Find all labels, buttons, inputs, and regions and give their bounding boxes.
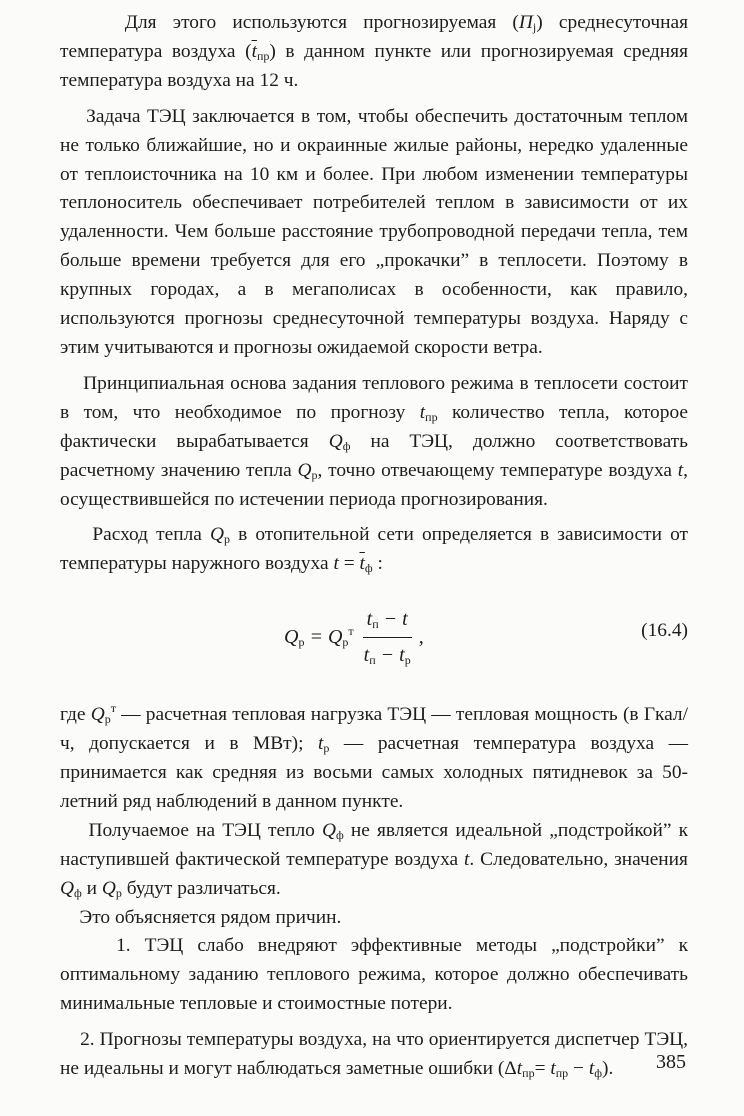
formula-expression: $Q_р = Q_р^т$ $\frac{t_п - t}{t_п - t_р}$ , (284, 605, 424, 670)
paragraph-3: Принципиальная основа задания теплового режима в теплосети состоит в том, что необходимое по прогнозу $t_{пр}$ количество тепла, которое фактически вырабатывается $Q_ф$ на ТЭЦ, должно соответствовать расчетному значению тепла $Q_р$, точно отвечающему температуре воздуха t, осуществившейся по истечении периода прогнозирования. (60, 372, 688, 510)
paragraph-6: Получаемое на ТЭЦ тепло $Q_ф$ не является идеальной „подстройкой” к наступившей фактической температуре воздуха t. Следовательно, значения $Q_ф$ и $Q_р$ будут различаться. (60, 819, 688, 900)
equation-16-4 (60, 595, 688, 687)
page-number: 385 (656, 1051, 686, 1073)
paragraph-9: 2. Прогнозы температуры воздуха, на что ориентируется диспетчер ТЭЦ, не идеальны и могут наблюдаться заметные ошибки $(\Delta t_{пр}= t_{пр} - t_ф)$. (60, 1029, 688, 1081)
paragraph-8: 1. ТЭЦ слабо внедряют эффективные методы „подстройки” к оптимальному заданию теплового режима, которое должно обеспечивать минимальные тепловые и стоимостные потери. (60, 935, 688, 1015)
equation-number: (16.4) (641, 620, 688, 642)
paragraph-1: Для этого используются прогнозируемая $(П_j)$ среднесуточная температура воздуха $(\overline{t}_{пр})$ в данном пункте или прогнозируемая средняя температура воздуха на 12 ч. (60, 12, 688, 91)
paragraph-2: Задача ТЭЦ заключается в том, чтобы обеспечить достаточным теплом не только ближайшие, но и окраинные жилые районы, нередко удаленные от теплоисточника на 10 км и более. При любом изменении температуры теплоноситель обеспечивает потребителей теплом в зависимости от их удаленности. Чем больше расстояние трубопроводной передачи тепла, тем больше времени требуется для его „прокачки” в теплосети. Поэтому в крупных городах, а в мегаполисах в особенности, как правило, используются прогнозы среднесуточной температуры воздуха. Наряду с этим учитываются и прогнозы ожидаемой скорости ветра. (60, 105, 688, 358)
body-text (60, 9, 688, 1084)
paragraph-5: где $Q_р^т$ — расчетная тепловая нагрузка ТЭЦ — тепловая мощность (в Гкал/ч, допускается и в МВт); $t_р$ — расчетная температура воздуха — принимается как средняя из восьми самых холодных пятидневок за 50-летний ряд наблюдений в данном пункте. (60, 701, 688, 812)
paragraph-7: Это объясняется рядом причин. (60, 906, 342, 928)
paragraph-4: Расход тепла $Q_р$ в отопительной сети определяется в зависимости от температуры наружного воздуха $t = \overline{t}_ф$ : (60, 524, 688, 576)
